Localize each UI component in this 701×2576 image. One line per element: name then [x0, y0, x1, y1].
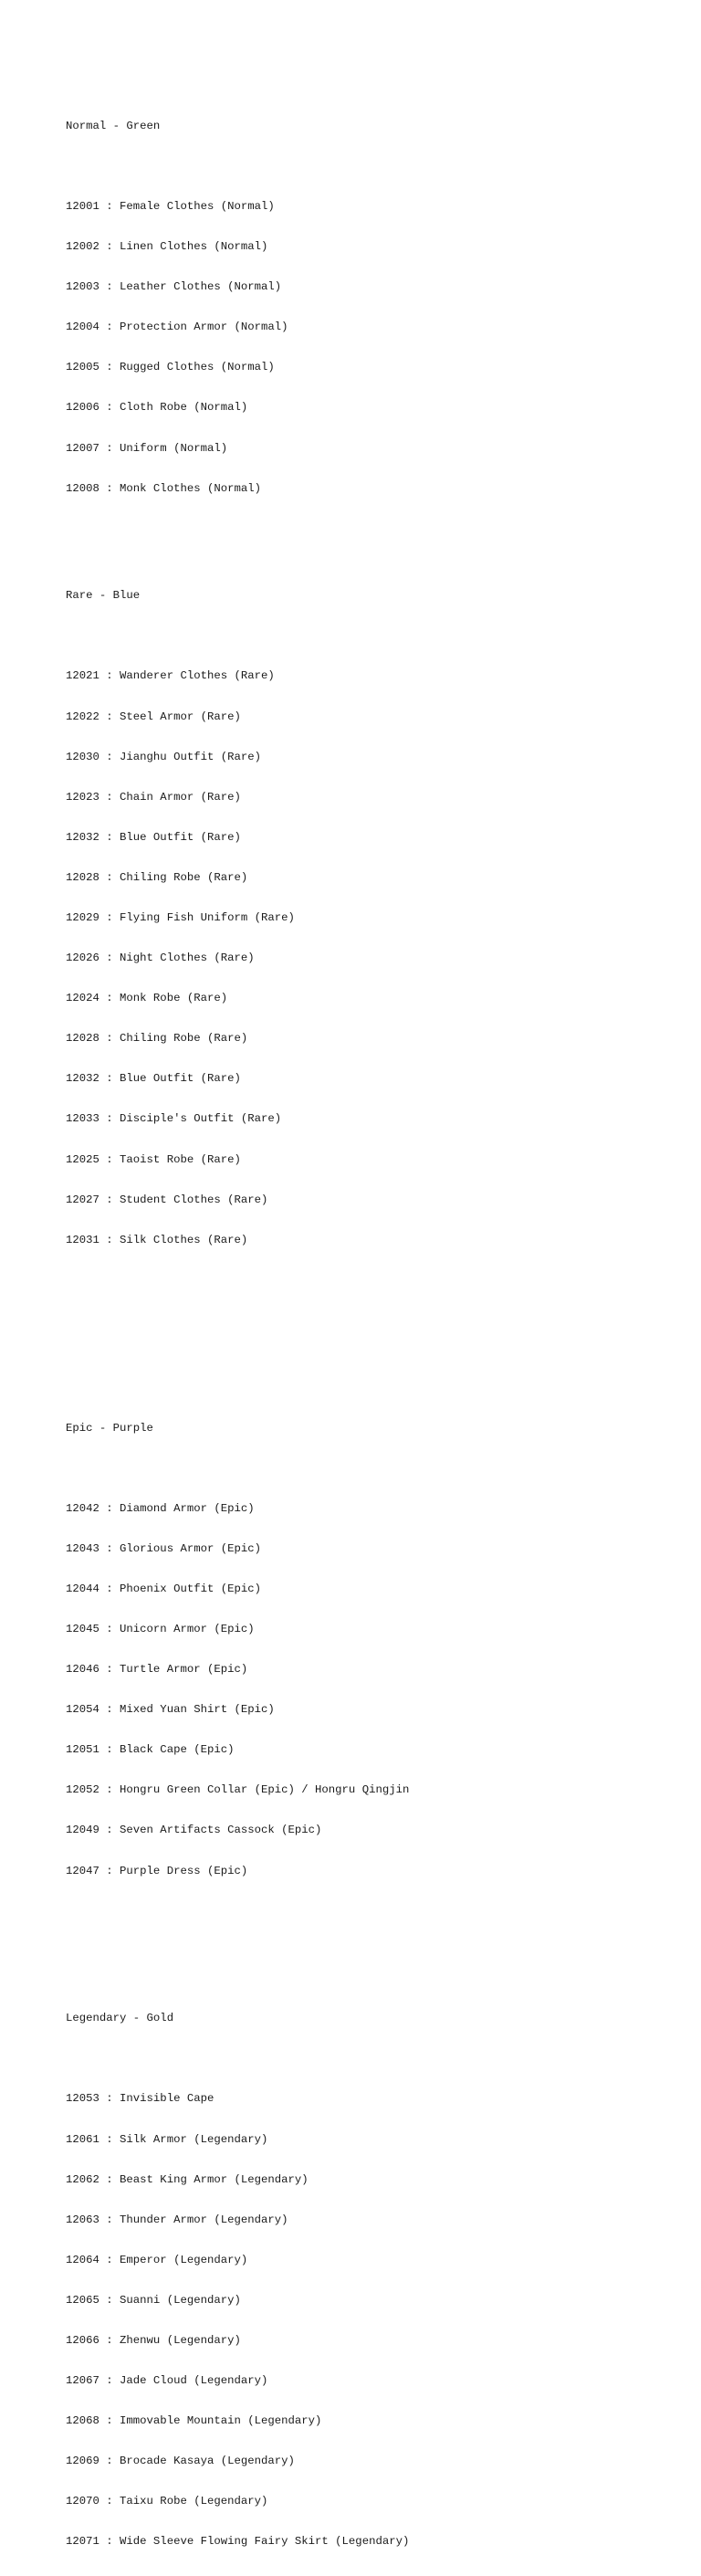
section-heading-epic: Epic - Purple: [66, 1421, 153, 1435]
list-item: 12033 : Disciple's Outfit (Rare): [66, 1112, 282, 1126]
list-item: 12002 : Linen Clothes (Normal): [66, 240, 268, 254]
list-item: 12066 : Zhenwu (Legendary): [66, 2334, 241, 2347]
list-item: 12063 : Thunder Armor (Legendary): [66, 2213, 288, 2226]
blank-line: [66, 629, 686, 643]
blank-line: [66, 1462, 686, 1476]
list-item: 12069 : Brocade Kasaya (Legendary): [66, 2455, 295, 2468]
list-item: 12004 : Protection Armor (Normal): [66, 321, 288, 334]
blank-line: [66, 1274, 686, 1288]
list-item: 12021 : Wanderer Clothes (Rare): [66, 669, 275, 683]
blank-line: [66, 1314, 686, 1328]
list-item: 12046 : Turtle Armor (Epic): [66, 1663, 248, 1677]
list-item: 12067 : Jade Cloud (Legendary): [66, 2374, 268, 2388]
list-item: 12071 : Wide Sleeve Flowing Fairy Skirt (Legendary): [66, 2535, 410, 2549]
list-item: 12003 : Leather Clothes (Normal): [66, 280, 282, 294]
section-heading-rare: Rare - Blue: [66, 589, 141, 603]
section-heading-legendary: Legendary - Gold: [66, 2012, 174, 2025]
list-item: 12064 : Emperor (Legendary): [66, 2253, 248, 2266]
blank-line: [66, 1905, 686, 1919]
blank-line: [66, 160, 686, 173]
list-item: 12052 : Hongru Green Collar (Epic) / Hongru Qingjin: [66, 1783, 410, 1797]
list-item: 12028 : Chiling Robe (Rare): [66, 1032, 248, 1046]
list-item: 12047 : Purple Dress (Epic): [66, 1864, 248, 1877]
list-item: 12032 : Blue Outfit (Rare): [66, 1072, 241, 1086]
list-item: 12051 : Black Cape (Epic): [66, 1743, 235, 1757]
list-item: 12024 : Monk Robe (Rare): [66, 992, 228, 1005]
list-item: 12026 : Night Clothes (Rare): [66, 952, 255, 965]
list-item: 12025 : Taoist Robe (Rare): [66, 1152, 241, 1166]
list-item: 12031 : Silk Clothes (Rare): [66, 1233, 248, 1246]
list-item: 12049 : Seven Artifacts Cassock (Epic): [66, 1824, 322, 1837]
blank-line: [66, 1354, 686, 1368]
list-item: 12042 : Diamond Armor (Epic): [66, 1501, 255, 1515]
list-item: 12068 : Immovable Mountain (Legendary): [66, 2414, 322, 2428]
list-item: 12023 : Chain Armor (Rare): [66, 790, 241, 804]
list-item: 12054 : Mixed Yuan Shirt (Epic): [66, 1703, 275, 1717]
document-body: [66, 66, 686, 2576]
list-item: 12006 : Cloth Robe (Normal): [66, 401, 248, 415]
list-item: 12001 : Female Clothes (Normal): [66, 200, 275, 213]
list-item: 12053 : Invisible Cape: [66, 2092, 214, 2106]
list-item: 12032 : Blue Outfit (Rare): [66, 830, 241, 844]
list-item: 12027 : Student Clothes (Rare): [66, 1193, 268, 1206]
list-item: 12005 : Rugged Clothes (Normal): [66, 361, 275, 374]
section-heading-normal: Normal - Green: [66, 119, 161, 132]
list-item: 12008 : Monk Clothes (Normal): [66, 481, 262, 495]
list-item: 12044 : Phoenix Outfit (Epic): [66, 1582, 262, 1595]
list-item: 12045 : Unicorn Armor (Epic): [66, 1623, 255, 1635]
blank-line: [66, 2052, 686, 2066]
list-item: 12062 : Beast King Armor (Legendary): [66, 2172, 309, 2186]
list-item: 12065 : Suanni (Legendary): [66, 2293, 241, 2307]
list-item: 12029 : Flying Fish Uniform (Rare): [66, 911, 295, 924]
list-item: 12070 : Taixu Robe (Legendary): [66, 2495, 268, 2508]
list-item: 12030 : Jianghu Outfit (Rare): [66, 750, 262, 763]
list-item: 12028 : Chiling Robe (Rare): [66, 870, 248, 884]
blank-line: [66, 1945, 686, 1959]
list-item: 12061 : Silk Armor (Legendary): [66, 2132, 268, 2146]
list-item: 12007 : Uniform (Normal): [66, 441, 228, 455]
list-item: 12043 : Glorious Armor (Epic): [66, 1541, 262, 1555]
list-item: 12022 : Steel Armor (Rare): [66, 710, 241, 723]
blank-line: [66, 522, 686, 536]
